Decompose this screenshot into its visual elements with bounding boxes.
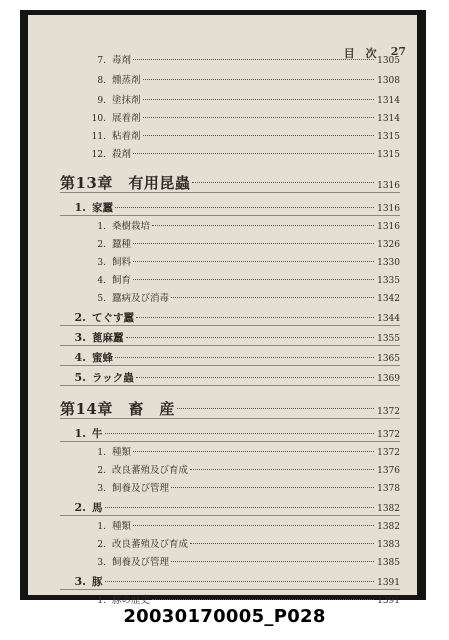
toc-subsection [28, 462, 400, 476]
dot-leader [133, 261, 374, 262]
dot-leader [152, 225, 374, 226]
toc-number: 3. [97, 484, 106, 494]
toc-section [28, 200, 400, 214]
toc-number: 5. [97, 294, 106, 304]
toc-subsection [28, 52, 400, 66]
toc-subsection [28, 290, 400, 304]
row-rule [60, 418, 400, 419]
toc-title: 第13章 有用昆蟲 [60, 174, 191, 192]
dot-leader [192, 182, 374, 183]
toc-number: 4. [97, 276, 106, 286]
toc-section [28, 500, 400, 514]
toc-subsection [28, 480, 400, 494]
toc-title: 毒剤 [112, 55, 132, 66]
dot-leader [105, 507, 375, 508]
toc-page-number: 1372 [377, 430, 400, 440]
toc-subsection [28, 518, 400, 532]
toc-title: 蓖麻蠶 [92, 332, 124, 344]
dot-leader [105, 433, 375, 434]
header-title: 目 次 [343, 47, 377, 60]
toc-title: 桑樹栽培 [112, 221, 151, 232]
dot-leader [133, 243, 374, 244]
toc-number: 2. [74, 311, 86, 324]
toc-title: 展着剤 [112, 113, 141, 124]
toc-title: 蠶種 [112, 239, 132, 250]
dot-leader [105, 581, 375, 582]
toc-page-number: 1342 [377, 294, 400, 304]
dot-leader [177, 408, 374, 409]
book-page [28, 15, 417, 606]
toc-chapter-heading [28, 172, 400, 192]
toc-page-number: 1391 [377, 596, 400, 606]
toc-section [28, 330, 400, 344]
toc-section [28, 350, 400, 364]
toc-title: 飼育 [112, 275, 132, 286]
toc-subsection [28, 272, 400, 286]
toc-title: てぐす蠶 [92, 312, 134, 324]
toc-page-number: 1378 [377, 484, 400, 494]
toc-section [28, 370, 400, 384]
toc-title: 蠶病及び消毒 [112, 293, 170, 304]
toc-number: 10. [91, 114, 106, 124]
toc-subsection [28, 146, 400, 160]
toc-number: 1. [97, 596, 106, 606]
toc-page-number: 1315 [377, 132, 400, 142]
header-page-number: 27 [390, 45, 406, 58]
dot-leader [115, 357, 374, 358]
toc-title: 家蠶 [92, 202, 113, 214]
toc-title: 種類 [112, 447, 132, 458]
toc-number: 8. [97, 76, 106, 86]
row-rule [60, 325, 400, 326]
toc-number: 2. [97, 240, 106, 250]
row-rule [60, 589, 400, 590]
toc-title: 馬 [92, 502, 103, 514]
toc-number: 3. [97, 558, 106, 568]
toc-page-number: 1376 [377, 466, 400, 476]
toc-page-number: 1316 [377, 204, 400, 214]
toc-page-number: 1314 [377, 114, 400, 124]
toc-number: 1. [74, 427, 86, 440]
toc-title: 粘着剤 [112, 131, 141, 142]
row-rule [60, 515, 400, 516]
toc-page-number: 1326 [377, 240, 400, 250]
dot-leader [133, 525, 374, 526]
toc-number: 4. [74, 351, 86, 364]
toc-page-number: 1365 [377, 354, 400, 364]
toc-page-number: 1385 [377, 558, 400, 568]
toc-title: 牛 [92, 428, 103, 440]
dot-leader [143, 79, 374, 80]
dot-leader [152, 599, 374, 600]
toc-subsection [28, 554, 400, 568]
toc-number: 9. [97, 96, 106, 106]
dot-leader [136, 317, 374, 318]
toc-title: 豚 [92, 576, 103, 588]
toc-page-number: 1383 [377, 540, 400, 550]
toc-number: 12. [91, 150, 106, 160]
dot-leader [171, 561, 374, 562]
row-rule [60, 215, 400, 216]
toc-number: 2. [74, 501, 86, 514]
toc-number: 1. [97, 222, 106, 232]
dot-leader [133, 279, 374, 280]
row-rule [60, 192, 400, 193]
toc-subsection [28, 592, 400, 606]
toc-subsection [28, 254, 400, 268]
toc-title: 飼養及び管理 [112, 557, 170, 568]
row-rule [60, 345, 400, 346]
toc-number: 7. [97, 56, 106, 66]
toc-number: 1. [74, 201, 86, 214]
dot-leader [115, 207, 374, 208]
toc-subsection [28, 110, 400, 124]
toc-chapter-heading [28, 398, 400, 418]
toc-title: ラック蟲 [92, 372, 134, 384]
toc-title: 飼養及び管理 [112, 483, 170, 494]
toc-number: 1. [97, 448, 106, 458]
toc-page-number: 1335 [377, 276, 400, 286]
toc-page-number: 1316 [377, 222, 400, 232]
toc-page-number: 1355 [377, 334, 400, 344]
toc-page-number: 1308 [377, 76, 400, 86]
toc-page-number: 1391 [377, 578, 400, 588]
dot-leader [143, 99, 374, 100]
toc-page-number: 1315 [377, 150, 400, 160]
toc-subsection [28, 236, 400, 250]
toc-title: 塗抹剤 [112, 95, 141, 106]
toc-subsection [28, 218, 400, 232]
dot-leader [171, 487, 374, 488]
toc-page-number: 1316 [377, 181, 400, 191]
toc-page-number: 1382 [377, 522, 400, 532]
dot-leader [143, 117, 374, 118]
dot-leader [143, 135, 374, 136]
dot-leader [190, 543, 374, 544]
toc-number: 5. [74, 371, 86, 384]
toc-number: 11. [91, 132, 106, 142]
toc-subsection [28, 536, 400, 550]
toc-number: 2. [97, 466, 106, 476]
toc-page-number: 1344 [377, 314, 400, 324]
toc-title: 燻蒸剤 [112, 75, 141, 86]
toc-subsection [28, 444, 400, 458]
row-rule [60, 365, 400, 366]
toc-subsection [28, 92, 400, 106]
dot-leader [133, 153, 374, 154]
toc-title: 蜜蜂 [92, 352, 113, 364]
dot-leader [171, 297, 374, 298]
toc-title: 種類 [112, 521, 132, 532]
toc-title: 第14章 畜 産 [60, 400, 175, 418]
toc-title: 殺剤 [112, 149, 132, 160]
toc-page-number: 1305 [377, 56, 400, 66]
dot-leader [136, 377, 374, 378]
toc-title: 改良蕃殖及び育成 [112, 539, 189, 550]
toc-section [28, 574, 400, 588]
toc-title: 豚の歴史 [112, 595, 151, 606]
toc-page-number: 1369 [377, 374, 400, 384]
toc-subsection [28, 128, 400, 142]
row-rule [60, 441, 400, 442]
toc-number: 3. [97, 258, 106, 268]
row-rule [60, 385, 400, 386]
toc-subsection [28, 72, 400, 86]
dot-leader [126, 337, 375, 338]
toc-page-number: 1382 [377, 504, 400, 514]
image-caption: 20030170005_P028 [123, 606, 326, 627]
dot-leader [190, 469, 374, 470]
toc-page-number: 1314 [377, 96, 400, 106]
toc-number: 3. [74, 575, 86, 588]
toc-section [28, 310, 400, 324]
toc-number: 3. [74, 331, 86, 344]
toc-section [28, 426, 400, 440]
dot-leader [133, 59, 374, 60]
toc-number: 2. [97, 540, 106, 550]
toc-page-number: 1372 [377, 407, 400, 417]
toc-page-number: 1330 [377, 258, 400, 268]
toc-title: 改良蕃殖及び育成 [112, 465, 189, 476]
toc-number: 1. [97, 522, 106, 532]
toc-title: 飼料 [112, 257, 132, 268]
dot-leader [133, 451, 374, 452]
toc-page-number: 1372 [377, 448, 400, 458]
